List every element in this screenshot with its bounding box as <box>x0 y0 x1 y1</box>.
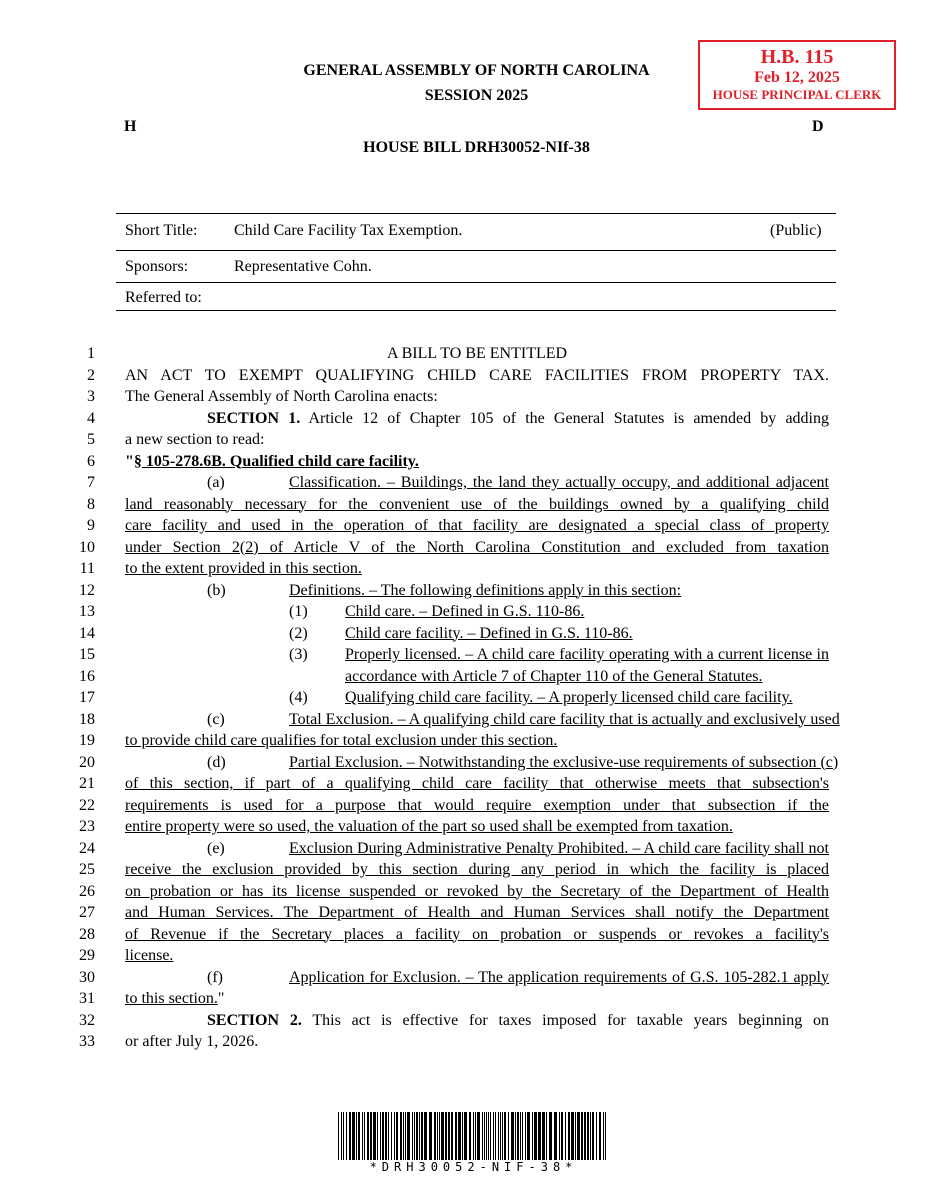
barcode-bar <box>575 1112 576 1162</box>
line-text: Partial Exclusion. – Notwithstanding the exclusive-use requirements of subsection (c) <box>289 753 839 771</box>
barcode-bar <box>475 1112 476 1162</box>
barcode-bar <box>358 1112 360 1162</box>
bill-line <box>0 451 925 473</box>
bill-line <box>0 386 925 408</box>
barcode-bar <box>388 1112 389 1162</box>
barcode-bar <box>603 1112 604 1162</box>
bill-line <box>0 515 925 537</box>
barcode-bar <box>394 1112 395 1162</box>
line-number: 3 <box>87 388 95 405</box>
line-number: 29 <box>79 947 95 964</box>
line-number: 13 <box>79 603 95 620</box>
barcode-bar <box>482 1112 483 1162</box>
line-number: 19 <box>79 732 95 749</box>
line-text: This act is effective for taxes imposed for taxable years beginning on <box>301 1011 829 1029</box>
line-text: Properly licensed. – A child care facility operating with a current license in <box>345 646 829 663</box>
bill-line <box>0 343 925 365</box>
barcode-bar <box>424 1112 427 1162</box>
line-number: 6 <box>87 452 95 470</box>
barcode-bar <box>546 1112 547 1162</box>
barcode-bar <box>429 1112 432 1162</box>
bill-entitled: A BILL TO BE ENTITLED <box>386 345 568 362</box>
stamp-clerk: HOUSE PRINCIPAL CLERK <box>712 87 882 102</box>
barcode-bar <box>364 1112 365 1162</box>
line-text: of Revenue if the Secretary places a facility on probation or suspends or revokes a facility's <box>125 925 829 943</box>
line-text: Article 12 of Chapter 105 of the General Statutes is amended by adding <box>300 409 830 427</box>
barcode-bar <box>484 1112 485 1162</box>
line-number: 18 <box>79 710 95 728</box>
barcode-bar <box>385 1112 387 1162</box>
line-number: 5 <box>87 431 95 448</box>
line-text: Qualifying child care facility. – A properly licensed child care facility. <box>345 689 793 706</box>
bill-line <box>0 902 925 924</box>
barcode-bar <box>590 1112 591 1162</box>
barcode-bar <box>437 1112 438 1162</box>
referred-label: Referred to: <box>125 289 202 306</box>
barcode-bar <box>373 1112 376 1162</box>
barcode-bar <box>599 1112 601 1162</box>
barcode-bar <box>448 1112 450 1162</box>
subsection-marker: (d) <box>207 753 226 771</box>
barcode-bar <box>504 1112 506 1162</box>
bill-line <box>0 773 925 795</box>
barcode-bar <box>486 1112 487 1162</box>
barcode-bar <box>405 1112 406 1162</box>
barcode-bar <box>532 1112 533 1162</box>
barcode-bar <box>458 1112 461 1162</box>
barcode-bar <box>391 1112 392 1162</box>
act-title: AN ACT TO EXEMPT QUALIFYING CHILD CARE FACILITIES FROM PROPERTY TAX. <box>125 366 829 384</box>
line-text: under Section 2(2) of Article V of the North Carolina Constitution and excluded from taxation <box>125 538 829 556</box>
barcode-bar <box>596 1112 597 1162</box>
short-title-value: Child Care Facility Tax Exemption. <box>234 222 463 239</box>
line-number: 33 <box>79 1033 95 1050</box>
short-title-label: Short Title: <box>125 222 198 239</box>
barcode-bar <box>605 1112 606 1162</box>
line-text: Classification. – Buildings, the land they actually occupy, and additional adjacent <box>289 474 829 491</box>
barcode-bar <box>414 1112 415 1162</box>
public-label: (Public) <box>770 222 822 239</box>
barcode-bar <box>542 1112 545 1162</box>
bill-line <box>0 859 925 881</box>
barcode-bar <box>356 1112 357 1162</box>
line-number: 10 <box>79 538 95 556</box>
barcode-bar <box>367 1112 369 1162</box>
barcode-bar <box>473 1112 474 1162</box>
line-number: 27 <box>79 904 95 921</box>
line-number: 8 <box>87 495 95 513</box>
barcode-bar <box>581 1112 583 1162</box>
barcode-bar <box>441 1112 444 1162</box>
barcode-bar <box>434 1112 436 1162</box>
barcode-bar <box>469 1112 471 1162</box>
line-number: 28 <box>79 925 95 943</box>
barcode-bar <box>561 1112 563 1162</box>
line-text: Child care facility. – Defined in G.S. 110-86. <box>345 624 633 642</box>
line-text: Application for Exclusion. – The application requirements of G.S. 105-282.1 apply <box>289 968 829 986</box>
bill-line <box>0 924 925 946</box>
subsection-marker: (c) <box>207 710 225 728</box>
line-number: 25 <box>79 861 95 878</box>
barcode-bar <box>403 1112 404 1162</box>
subsection-marker: (f) <box>207 968 223 986</box>
barcode-bar <box>488 1112 489 1162</box>
line-number: 12 <box>79 581 95 599</box>
barcode-bar <box>352 1112 355 1162</box>
barcode-bar <box>400 1112 402 1162</box>
barcode-bar <box>517 1112 519 1162</box>
line-text: land reasonably necessary for the convenient use of the buildings owned by a qualifying child <box>125 495 829 513</box>
line-text: receive the exclusion provided by this section during any period in which the facility is placed <box>125 861 829 878</box>
barcode-bar <box>451 1112 453 1162</box>
bill-line <box>0 537 925 559</box>
new-section-title: § 105-278.6B. Qualified child care facility. <box>133 452 419 470</box>
bill-line <box>0 881 925 903</box>
bill-line <box>0 365 925 387</box>
barcode-bar <box>498 1112 499 1162</box>
barcode-bar <box>502 1112 503 1162</box>
line-text: Definitions. – The following definitions apply in this section: <box>289 581 682 599</box>
line-text: a new section to read: <box>125 431 265 448</box>
bill-line <box>0 988 925 1010</box>
line-text: and Human Services. The Department of Health and Human Services shall notify the Department <box>125 904 829 921</box>
bill-line <box>0 601 925 623</box>
barcode-bar <box>527 1112 530 1162</box>
assembly-heading: GENERAL ASSEMBLY OF NORTH CAROLINA <box>303 62 650 79</box>
line-number: 2 <box>87 366 95 384</box>
barcode-bar <box>445 1112 447 1162</box>
stamp-date: Feb 12, 2025 <box>754 69 840 86</box>
line-text: on probation or has its license suspended or revoked by the Secretary of the Department of Health <box>125 882 829 900</box>
barcode-bar <box>343 1112 344 1162</box>
line-number: 4 <box>87 409 95 427</box>
line-text: to this section. <box>125 990 218 1007</box>
bill-line <box>0 580 925 602</box>
line-text: Total Exclusion. – A qualifying child care facility that is actually and exclusively used <box>289 710 840 728</box>
barcode-bar <box>462 1112 463 1162</box>
barcode-bar <box>565 1112 566 1162</box>
line-number: 17 <box>79 689 95 706</box>
draft-letter-right: D <box>812 118 824 135</box>
line-number: 16 <box>79 667 95 685</box>
barcode-bar <box>500 1112 501 1162</box>
subsection-marker: (e) <box>207 839 225 857</box>
barcode-bar <box>592 1112 594 1162</box>
barcode-bar <box>493 1112 494 1162</box>
item-marker: (4) <box>289 689 308 706</box>
barcode-bar <box>515 1112 516 1162</box>
sponsors-label: Sponsors: <box>125 258 189 275</box>
chamber-letter-left: H <box>124 118 137 135</box>
bill-line <box>0 687 925 709</box>
barcode-bar <box>559 1112 560 1162</box>
barcode-text: *DRH30052-NIF-38* <box>336 1160 611 1174</box>
bill-line <box>0 644 925 666</box>
open-quote: " <box>125 452 134 470</box>
divider-sponsors <box>116 282 836 283</box>
subsection-marker: (a) <box>207 474 225 491</box>
bill-line <box>0 795 925 817</box>
line-text: care facility and used in the operation of that facility are designated a special class of property <box>125 517 829 534</box>
barcode-bar <box>341 1112 342 1162</box>
sponsors-value: Representative Cohn. <box>234 258 372 275</box>
line-number: 7 <box>87 474 95 491</box>
barcode-bar <box>349 1112 351 1162</box>
line-number: 23 <box>79 818 95 835</box>
barcode-bar <box>587 1112 589 1162</box>
divider-short-title <box>116 250 836 251</box>
divider-top <box>116 213 836 214</box>
line-number: 20 <box>79 753 95 771</box>
bill-line <box>0 494 925 516</box>
line-text: Exclusion During Administrative Penalty Prohibited. – A child care facility shall not <box>289 839 829 857</box>
line-text: to the extent provided in this section. <box>125 560 362 577</box>
bill-line <box>0 816 925 838</box>
session-heading: SESSION 2025 <box>424 87 529 104</box>
line-text: or after July 1, 2026. <box>125 1033 259 1050</box>
barcode-bar <box>362 1112 363 1162</box>
line-text: of this section, if part of a qualifying child care facility that otherwise meets that subsection's <box>125 775 829 792</box>
bill-line <box>0 945 925 967</box>
line-number: 9 <box>87 517 95 534</box>
line-number: 15 <box>79 646 95 663</box>
barcode-bar <box>421 1112 423 1162</box>
barcode-bar <box>568 1112 570 1162</box>
barcode-bar <box>511 1112 514 1162</box>
line-text: Child care. – Defined in G.S. 110-86. <box>345 603 585 620</box>
barcode-bar <box>571 1112 574 1162</box>
bill-line <box>0 838 925 860</box>
bill-line <box>0 967 925 989</box>
barcode-bar <box>477 1112 480 1162</box>
barcode-bar <box>549 1112 552 1162</box>
line-number: 14 <box>79 624 95 642</box>
barcode-bar <box>522 1112 523 1162</box>
line-text: entire property were so used, the valuation of the part so used shall be exempted from taxation. <box>125 818 733 835</box>
line-number: 26 <box>79 882 95 900</box>
section-heading: SECTION 1. <box>207 409 301 427</box>
bill-line <box>0 623 925 645</box>
item-marker: (1) <box>289 603 308 620</box>
bill-line <box>0 429 925 451</box>
bill-line <box>0 730 925 752</box>
close-quote: " <box>217 990 225 1007</box>
barcode-bar <box>464 1112 467 1162</box>
bill-line <box>0 558 925 580</box>
line-text: requirements is used for a purpose that would require exemption under that subsection if the <box>125 796 829 814</box>
bill-line <box>0 752 925 774</box>
section-heading: SECTION 2. <box>207 1011 302 1029</box>
line-number: 22 <box>79 796 95 814</box>
bill-body <box>0 343 925 1053</box>
barcode-bar <box>577 1112 580 1162</box>
barcode-bar <box>584 1112 586 1162</box>
barcode-bar <box>455 1112 457 1162</box>
bill-line <box>0 709 925 731</box>
bill-title: HOUSE BILL DRH30052-NIf-38 <box>363 139 590 156</box>
barcode-bar <box>382 1112 384 1162</box>
barcode-bar <box>554 1112 557 1162</box>
item-marker: (2) <box>289 624 308 642</box>
item-marker: (3) <box>289 646 308 663</box>
barcode-bar <box>520 1112 521 1162</box>
stamp-bill-number: H.B. 115 <box>760 46 834 68</box>
enacting-clause: The General Assembly of North Carolina enacts: <box>125 388 438 405</box>
barcode-bar <box>534 1112 537 1162</box>
barcode-bar <box>346 1112 347 1162</box>
line-number: 30 <box>79 968 95 986</box>
line-number: 11 <box>79 560 95 577</box>
divider-referred <box>116 310 836 311</box>
barcode-bar <box>525 1112 526 1162</box>
barcode-bar <box>380 1112 381 1162</box>
bill-line <box>0 1010 925 1032</box>
line-number: 21 <box>79 775 95 792</box>
barcode-bar <box>370 1112 372 1162</box>
line-number: 32 <box>79 1011 95 1029</box>
line-number: 31 <box>79 990 95 1007</box>
bill-line <box>0 472 925 494</box>
barcode-bar <box>508 1112 509 1162</box>
barcode-bar <box>538 1112 541 1162</box>
bill-line <box>0 666 925 688</box>
line-number: 1 <box>87 345 95 362</box>
line-text: license. <box>125 947 174 964</box>
barcode-bar <box>439 1112 440 1162</box>
subsection-marker: (b) <box>207 581 226 599</box>
barcode-bar <box>419 1112 420 1162</box>
barcode-bar <box>416 1112 418 1162</box>
bill-line <box>0 1031 925 1053</box>
barcode-bar <box>338 1112 339 1162</box>
barcode-bar <box>407 1112 410 1162</box>
line-text: accordance with Article 7 of Chapter 110 of the General Statutes. <box>345 667 763 685</box>
line-number: 24 <box>79 839 95 857</box>
barcode-bar <box>377 1112 378 1162</box>
barcode-bar <box>396 1112 398 1162</box>
barcode-bar <box>412 1112 413 1162</box>
barcode-bar <box>490 1112 491 1162</box>
line-text: to provide child care qualifies for total exclusion under this section. <box>125 732 558 749</box>
bill-line <box>0 408 925 430</box>
barcode-bar <box>495 1112 496 1162</box>
